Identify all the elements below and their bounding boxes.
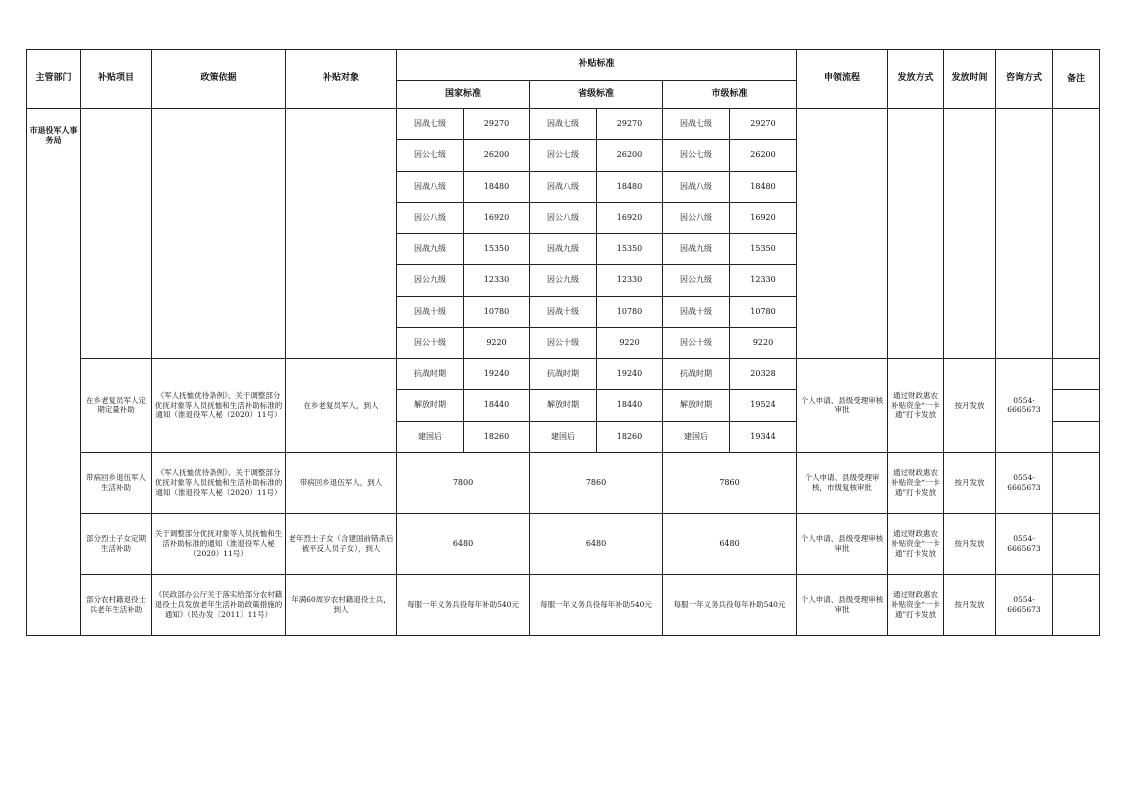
sick-item: 带病回乡退伍军人生活补助 <box>81 452 152 513</box>
sick-process: 个人申请、县级受理审核，市级复核审批 <box>797 452 888 513</box>
sick-municipal: 7860 <box>663 452 797 513</box>
grade-national-value: 15350 <box>464 234 530 265</box>
martyr-remark-cell <box>1053 513 1100 574</box>
veteran-provincial-label: 抗战时期 <box>530 359 597 390</box>
veteran-national-value: 18260 <box>464 421 530 452</box>
grade-national-value: 18480 <box>464 171 530 202</box>
veteran-basis: 《军人抚恤优待条例》、关于调整部分优抚对象等人员抚恤和生活补助标准的通知（淮退役军人秘（2020）11号） <box>152 359 286 453</box>
veteran-municipal-label: 抗战时期 <box>663 359 730 390</box>
header-dept: 主管部门 <box>27 50 81 109</box>
rural-provincial: 每服一年义务兵役每年补助540元 <box>530 574 663 635</box>
veteran-national-label: 建国后 <box>397 421 464 452</box>
martyr-national: 6480 <box>397 513 530 574</box>
veteran-municipal-label: 解放时期 <box>663 390 730 421</box>
grade-provincial-label: 因公九级 <box>530 265 597 296</box>
martyr-municipal: 6480 <box>663 513 797 574</box>
veteran-target: 在乡老复员军人，到人 <box>286 359 397 453</box>
grade-municipal-label: 因战七级 <box>663 109 730 140</box>
dept-cell: 市退役军人事务局 <box>27 109 81 636</box>
grade-provincial-value: 29270 <box>597 109 663 140</box>
grade-national-label: 因公八级 <box>397 202 464 233</box>
martyr-process: 个人申请、县级受理审核审批 <box>797 513 888 574</box>
grade-item-cell <box>81 109 152 359</box>
veteran-process: 个人申请、县级受理审核审批 <box>797 359 888 453</box>
grade-municipal-value: 18480 <box>730 171 797 202</box>
sick-basis: 《军人抚恤优待条例》、关于调整部分优抚对象等人员抚恤和生活补助标准的通知（淮退役军人秘（2020）11号） <box>152 452 286 513</box>
veteran-national-label: 解放时期 <box>397 390 464 421</box>
grade-municipal-value: 9220 <box>730 327 797 358</box>
grade-municipal-label: 因战十级 <box>663 296 730 327</box>
grade-municipal-label: 因公七级 <box>663 140 730 171</box>
grade-municipal-label: 因战九级 <box>663 234 730 265</box>
veteran-provincial-value: 18260 <box>597 421 663 452</box>
header-process: 申领流程 <box>797 50 888 109</box>
grade-provincial-value: 16920 <box>597 202 663 233</box>
grade-national-label: 因战八级 <box>397 171 464 202</box>
grade-time-cell <box>944 109 996 359</box>
veteran-provincial-label: 解放时期 <box>530 390 597 421</box>
grade-municipal-label: 因公九级 <box>663 265 730 296</box>
grade-method-cell <box>888 109 944 359</box>
grade-municipal-value: 16920 <box>730 202 797 233</box>
grade-target-cell <box>286 109 397 359</box>
header-provincial: 省级标准 <box>530 81 663 109</box>
grade-provincial-label: 因公十级 <box>530 327 597 358</box>
grade-remark-cell <box>1053 109 1100 359</box>
grade-provincial-value: 10780 <box>597 296 663 327</box>
grade-provincial-label: 因公七级 <box>530 140 597 171</box>
grade-municipal-value: 10780 <box>730 296 797 327</box>
header-municipal: 市级标准 <box>663 81 797 109</box>
grade-national-label: 因战九级 <box>397 234 464 265</box>
header-method: 发放方式 <box>888 50 944 109</box>
veteran-remark-cell <box>1053 421 1100 452</box>
martyr-target: 老年烈士子女（含建国前错杀后被平反人员子女），到人 <box>286 513 397 574</box>
veteran-provincial-label: 建国后 <box>530 421 597 452</box>
grade-national-label: 因战七级 <box>397 109 464 140</box>
header-target: 补贴对象 <box>286 50 397 109</box>
martyr-time: 按月发放 <box>944 513 996 574</box>
rural-target: 年满60周岁农村籍退役士兵，到人 <box>286 574 397 635</box>
grade-municipal-label: 因公八级 <box>663 202 730 233</box>
grade-municipal-value: 29270 <box>730 109 797 140</box>
sick-method: 通过财政惠农补贴资金“一卡通”打卡发放 <box>888 452 944 513</box>
header-basis: 政策依据 <box>152 50 286 109</box>
sick-target: 带病回乡退伍军人，到人 <box>286 452 397 513</box>
header-item: 补贴项目 <box>81 50 152 109</box>
grade-national-label: 因公七级 <box>397 140 464 171</box>
rural-remark-cell <box>1053 574 1100 635</box>
veteran-method: 通过财政惠农补贴资金“一卡通”打卡发放 <box>888 359 944 453</box>
veteran-remark-cell <box>1053 390 1100 421</box>
rural-method: 通过财政惠农补贴资金“一卡通”打卡发放 <box>888 574 944 635</box>
grade-contact-cell <box>996 109 1053 359</box>
header-time: 发放时间 <box>944 50 996 109</box>
grade-municipal-value: 26200 <box>730 140 797 171</box>
grade-national-value: 9220 <box>464 327 530 358</box>
grade-provincial-label: 因战十级 <box>530 296 597 327</box>
grade-national-value: 29270 <box>464 109 530 140</box>
martyr-method: 通过财政惠农补贴资金“一卡通”打卡发放 <box>888 513 944 574</box>
veteran-national-value: 18440 <box>464 390 530 421</box>
sick-time: 按月发放 <box>944 452 996 513</box>
grade-provincial-value: 18480 <box>597 171 663 202</box>
subsidy-table <box>26 49 1100 636</box>
grade-provincial-label: 因战八级 <box>530 171 597 202</box>
grade-process-cell <box>797 109 888 359</box>
sick-national: 7800 <box>397 452 530 513</box>
grade-national-value: 10780 <box>464 296 530 327</box>
grade-basis-cell <box>152 109 286 359</box>
rural-contact: 0554-6665673 <box>996 574 1053 635</box>
grade-provincial-value: 9220 <box>597 327 663 358</box>
subsidy-table-sheet <box>26 49 1100 636</box>
veteran-municipal-value: 19344 <box>730 421 797 452</box>
veteran-national-value: 19240 <box>464 359 530 390</box>
martyr-item: 部分烈士子女定期生活补助 <box>81 513 152 574</box>
grade-municipal-value: 15350 <box>730 234 797 265</box>
grade-national-value: 12330 <box>464 265 530 296</box>
rural-item: 部分农村籍退役士兵老年生活补助 <box>81 574 152 635</box>
martyr-basis: 关于调整部分优抚对象等人员抚恤和生活补助标准的通知（淮退役军人秘（2020）11号） <box>152 513 286 574</box>
veteran-provincial-value: 18440 <box>597 390 663 421</box>
martyr-contact: 0554-6665673 <box>996 513 1053 574</box>
sick-provincial: 7860 <box>530 452 663 513</box>
grade-provincial-label: 因战九级 <box>530 234 597 265</box>
grade-national-value: 16920 <box>464 202 530 233</box>
grade-municipal-label: 因战八级 <box>663 171 730 202</box>
grade-national-label: 因战十级 <box>397 296 464 327</box>
grade-provincial-label: 因战七级 <box>530 109 597 140</box>
veteran-item: 在乡老复员军人定期定量补助 <box>81 359 152 453</box>
grade-municipal-label: 因公十级 <box>663 327 730 358</box>
grade-provincial-value: 26200 <box>597 140 663 171</box>
header-contact: 咨询方式 <box>996 50 1053 109</box>
grade-provincial-label: 因公八级 <box>530 202 597 233</box>
sick-remark-cell <box>1053 452 1100 513</box>
veteran-municipal-value: 20328 <box>730 359 797 390</box>
grade-provincial-value: 15350 <box>597 234 663 265</box>
rural-municipal: 每服一年义务兵役每年补助540元 <box>663 574 797 635</box>
header-standard: 补贴标准 <box>397 50 797 81</box>
martyr-provincial: 6480 <box>530 513 663 574</box>
veteran-municipal-label: 建国后 <box>663 421 730 452</box>
rural-time: 按月发放 <box>944 574 996 635</box>
grade-national-label: 因公十级 <box>397 327 464 358</box>
veteran-municipal-value: 19524 <box>730 390 797 421</box>
veteran-contact: 0554-6665673 <box>996 359 1053 453</box>
grade-national-value: 26200 <box>464 140 530 171</box>
veteran-national-label: 抗战时期 <box>397 359 464 390</box>
rural-national: 每服一年义务兵役每年补助540元 <box>397 574 530 635</box>
veteran-remark-cell <box>1053 359 1100 390</box>
veteran-time: 按月发放 <box>944 359 996 453</box>
grade-national-label: 因公九级 <box>397 265 464 296</box>
grade-municipal-value: 12330 <box>730 265 797 296</box>
header-national: 国家标准 <box>397 81 530 109</box>
grade-provincial-value: 12330 <box>597 265 663 296</box>
sick-contact: 0554-6665673 <box>996 452 1053 513</box>
rural-process: 个人申请、县级受理审核审批 <box>797 574 888 635</box>
header-remark: 备注 <box>1053 50 1100 109</box>
rural-basis: 《民政部办公厅关于落实给部分农村籍退役士兵发放老年生活补助政策措施的通知》（民办发〔2011〕11号） <box>152 574 286 635</box>
veteran-provincial-value: 19240 <box>597 359 663 390</box>
